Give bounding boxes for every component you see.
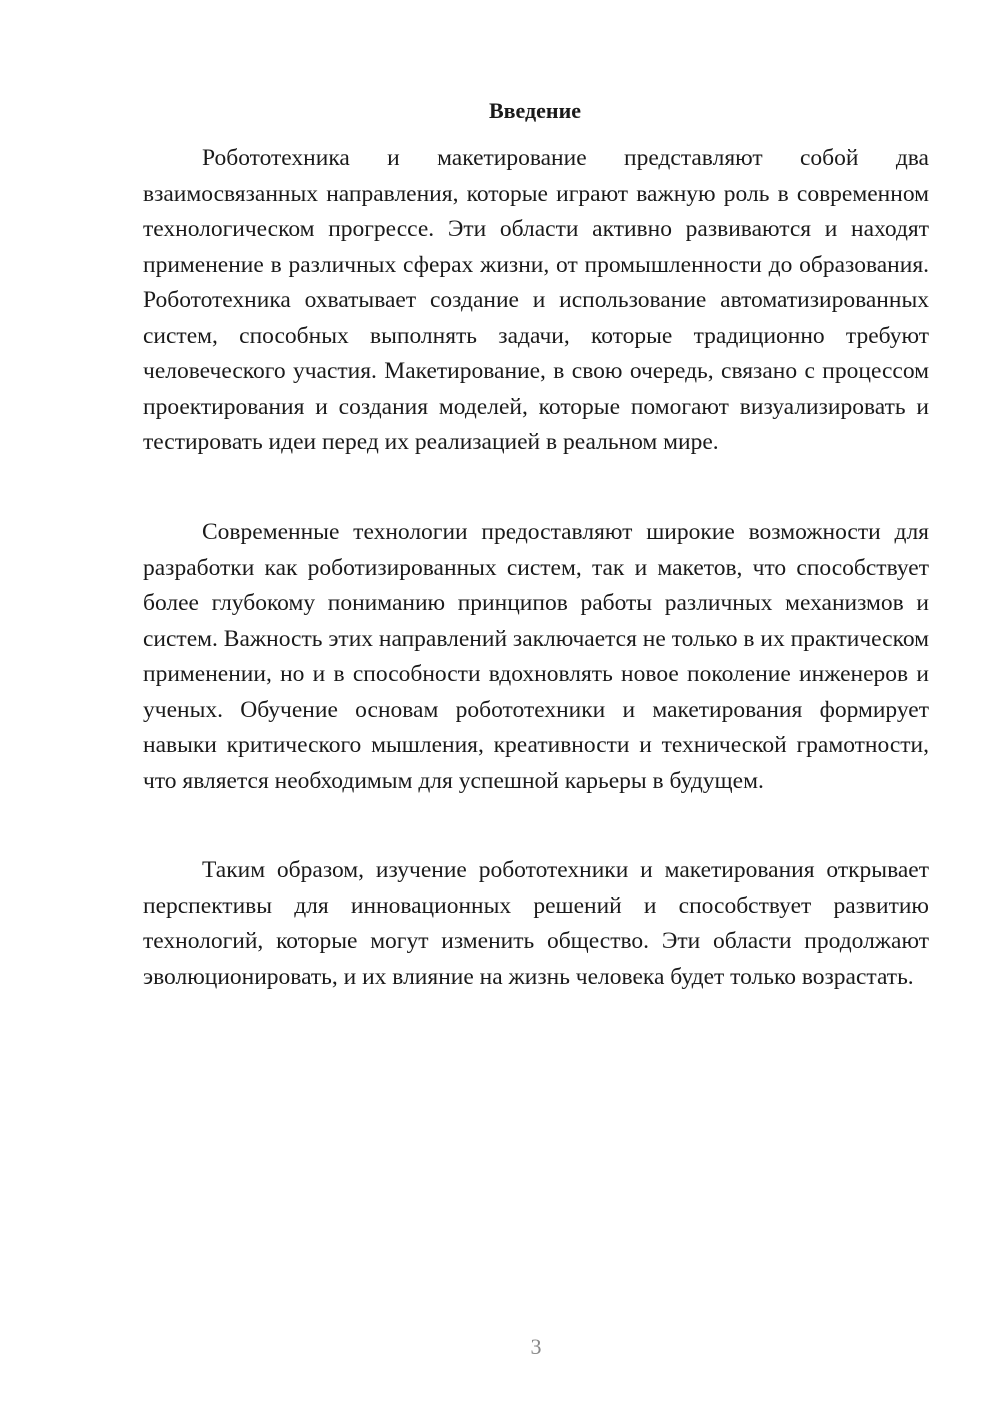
paragraph-2: Современные технологии предоставляют широкие возможности для разработки как роботизированных систем, так и макетов, что способствует более глубокому пониманию принципов работы различных механизмов и систем. Важность этих направлений заключается не только в их практическом применении, но и в способности вдохновлять новое поколение инженеров и ученых. Обучение основам робототехники и макетирования формирует навыки критического мышления, креативности и технической грамотности, что является необходимым для успешной карьеры в будущем. bbox=[143, 519, 929, 794]
page-number: 3 bbox=[530, 1334, 542, 1359]
paragraph-1: Робототехника и макетирование представляют собой два взаимосвязанных направления, которые играют важную роль в современном технологическом прогрессе. Эти области активно развиваются и находят применение в различных сферах жизни, от промышленности до образования. Робототехника охватывает создание и использование автоматизированных систем, способных выполнять задачи, которые традиционно требуют человеческого участия. Макетирование, в свою очередь, связано с процессом проектирования и создания моделей, которые помогают визуализировать и тестировать идеи перед их реализацией в реальном мире. bbox=[143, 145, 929, 455]
section-heading: Введение bbox=[488, 98, 582, 123]
paragraph-3: Таким образом, изучение робототехники и макетирования открывает перспективы для инновационных решений и способствует развитию технологий, которые могут изменить общество. Эти области продолжают эволюционировать, и их влияние на жизнь человека будет только возрастать. bbox=[143, 857, 929, 990]
